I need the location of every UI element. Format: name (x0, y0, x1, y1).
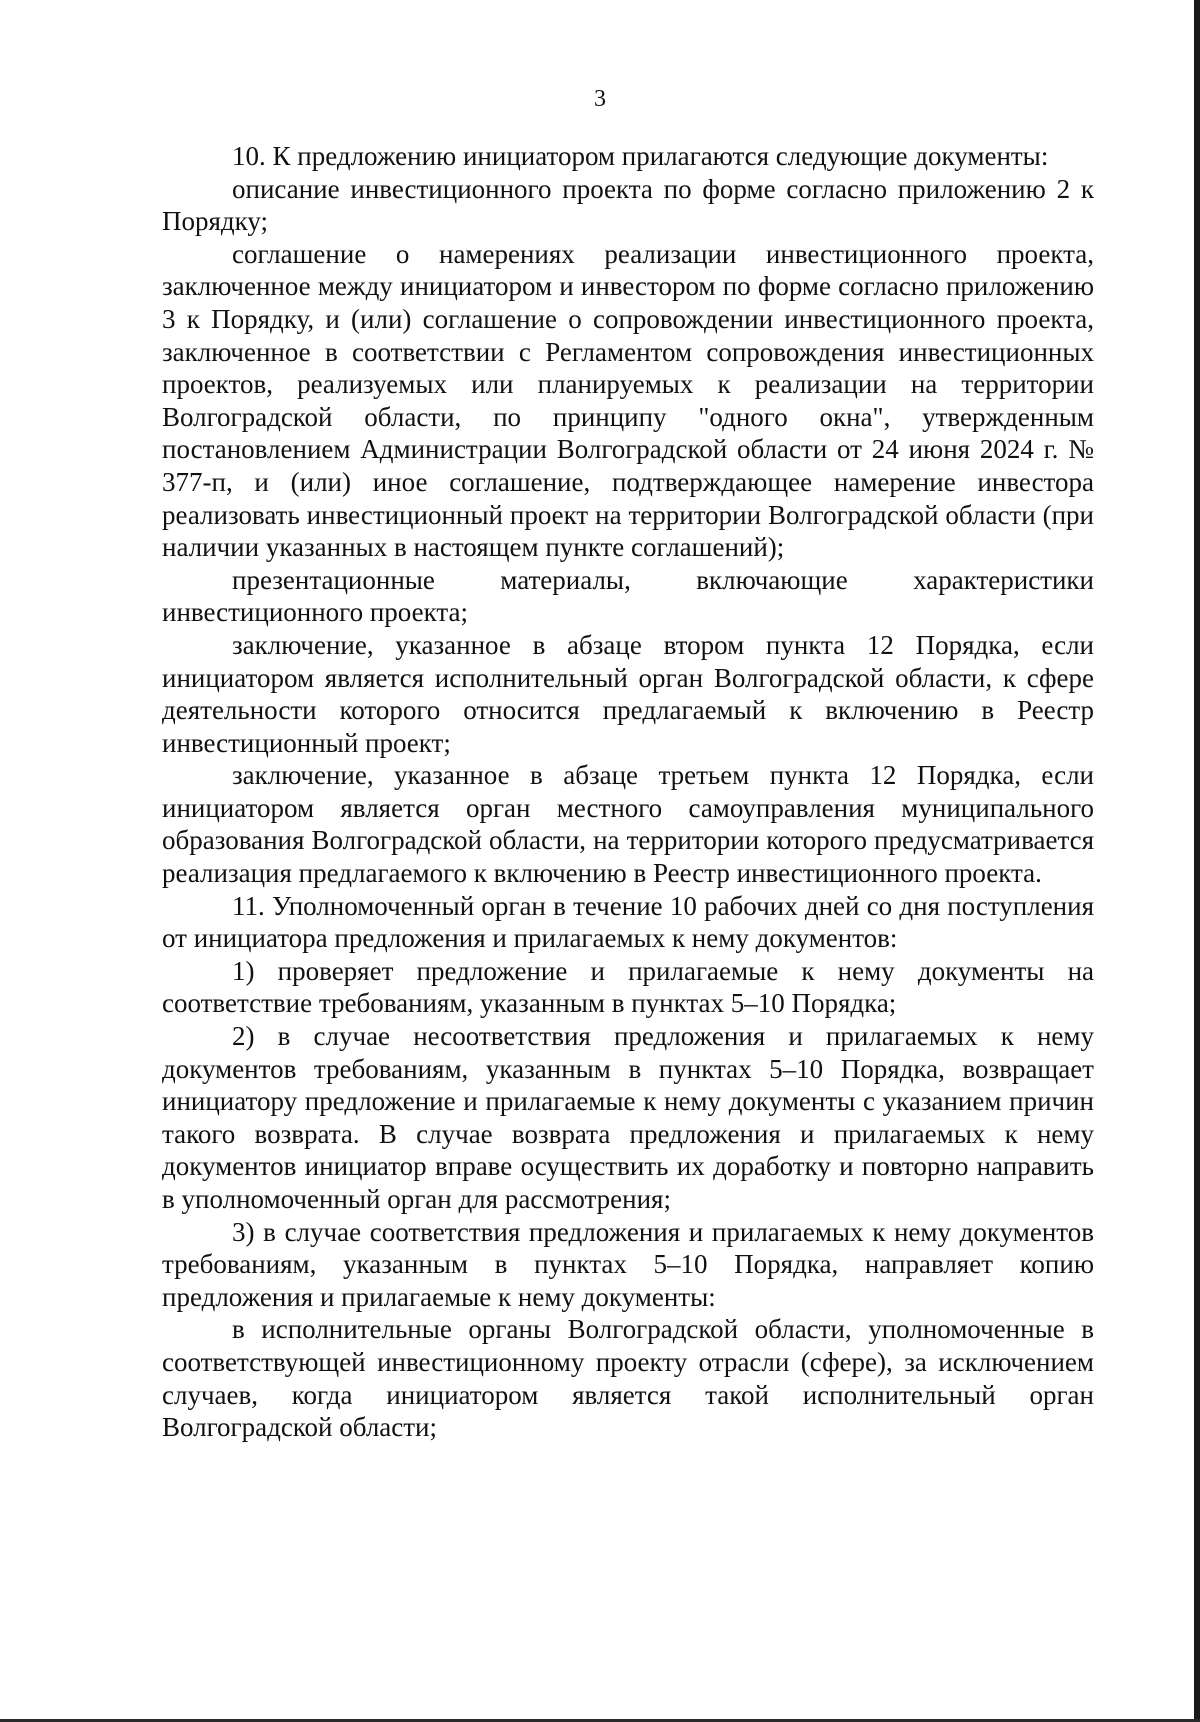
paragraph-intent-agreement: соглашение о намерениях реализации инвестиционного проекта, заключенное между инициатором и инвестором по форме согласно приложению 3 к Порядку, и (или) соглашение о сопровождении инвестиционного проекта, заключенное в соответствии с Регламентом сопровождения инвестиционных проектов, реализуемых или планируемых к реализации на территории Волгоградской области, по принципу "одного окна", утвержденным постановлением Администрации Волгоградской области от 24 июня 2024 г. № 377-п, и (или) иное соглашение, подтверждающее намерение инвестора реализовать инвестиционный проект на территории Волгоградской области (при наличии указанных в настоящем пункте соглашений); (162, 238, 1094, 563)
paragraph-11-item-3: 3) в случае соответствия предложения и прилагаемых к нему документов требованиям, указанным в пунктах 5–10 Порядка, направляет копию предложения и прилагаемые к нему документы: (162, 1216, 1094, 1312)
paragraph-10-intro: 10. К предложению инициатором прилагаются следующие документы: (232, 141, 1049, 171)
paragraph-11-item-2: 2) в случае несоответствия предложения и прилагаемых к нему документов требованиям, указанным в пунктах 5–10 Порядка, возвращает инициатору предложение и прилагаемые к нему документы с указанием причин такого возврата. В случае возврата предложения и прилагаемых к нему документов инициатор вправе осуществить их доработку и повторно направить в уполномоченный орган для рассмотрения; (162, 1021, 1094, 1214)
paragraph-conclusion-executive: заключение, указанное в абзаце втором пункта 12 Порядка, если инициатором является исполнительный орган Волгоградской области, к сфере деятельности которого относится предлагаемый к включению в Реестр инвестиционный проект; (162, 629, 1094, 758)
paragraph-conclusion-municipal: заключение, указанное в абзаце третьем пункта 12 Порядка, если инициатором является орган местного самоуправления муниципального образования Волгоградской области, на территории которого предусматривается реализация предлагаемого к включению в Реестр инвестиционного проекта. (162, 760, 1094, 889)
paragraph-executive-bodies: в исполнительные органы Волгоградской области, уполномоченные в соответствующей инвестиционному проекту отрасли (сфере), за исключением случаев, когда инициатором является такой исполнительный орган Волгоградской области; (162, 1314, 1094, 1443)
scan-edge (1194, 0, 1200, 1722)
document-body (162, 140, 1094, 1444)
paragraph-11-intro: 11. Уполномоченный орган в течение 10 рабочих дней со дня поступления от инициатора предложения и прилагаемых к нему документов: (162, 890, 1094, 954)
paragraph-project-description: описание инвестиционного проекта по форме согласно приложению 2 к Порядку; (162, 173, 1094, 237)
page-number: 3 (594, 86, 606, 112)
paragraph-presentation-materials: презентационные материалы, включающие характеристики инвестиционного проекта; (162, 564, 1094, 628)
paragraph-11-item-1: 1) проверяет предложение и прилагаемые к нему документы на соответствие требованиям, указанным в пунктах 5–10 Порядка; (162, 955, 1094, 1019)
